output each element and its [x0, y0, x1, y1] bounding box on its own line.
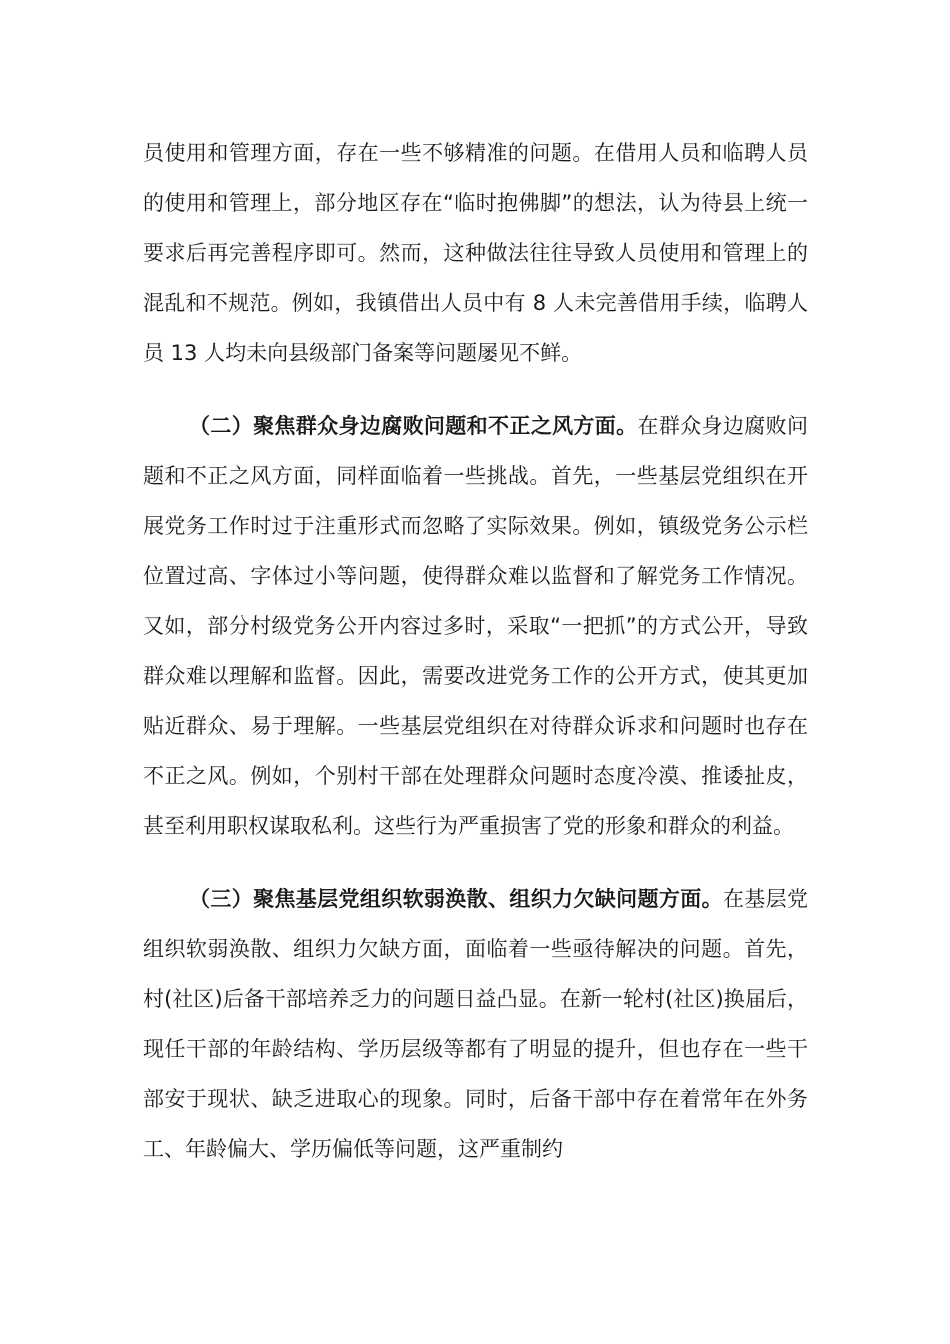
- paragraph-text: 员使用和管理方面，存在一些不够精准的问题。在借用人员和临聘人员的使用和管理上，部分地区存在“临时抱佛脚”的想法，认为待县上统一要求后再完善程序即可。然而，这种做法往往导致人员使用和管理上的混乱和不规范。例如，我镇借出人员中有 8 人未完善借用手续，临聘人员 13 人均未向县级部门备案等问题屡见不鲜。: [143, 141, 808, 365]
- paragraph-section-3: [143, 874, 808, 1174]
- paragraph-section-2: [143, 401, 808, 851]
- paragraph-continuation: [143, 128, 808, 378]
- paragraph-text: 在基层党组织软弱涣散、组织力欠缺方面，面临着一些亟待解决的问题。首先，村(社区)后备干部培养乏力的问题日益凸显。在新一轮村(社区)换届后，现任干部的年龄结构、学历层级等都有了明显的提升，但也存在一些干部安于现状、缺乏进取心的现象。同时，后备干部中存在着常年在外务工、年龄偏大、学历偏低等问题，这严重制约: [143, 887, 809, 1161]
- paragraph-text: 在群众身边腐败问题和不正之风方面，同样面临着一些挑战。首先，一些基层党组织在开展党务工作时过于注重形式而忽略了实际效果。例如，镇级党务公示栏位置过高、字体过小等问题，使得群众难以监督和了解党务工作情况。又如，部分村级党务公开内容过多时，采取“一把抓”的方式公开，导致群众难以理解和监督。因此，需要改进党务工作的公开方式，使其更加贴近群众、易于理解。一些基层党组织在对待群众诉求和问题时也存在不正之风。例如，个别村干部在处理群众问题时态度冷漠、推诿扯皮，甚至利用职权谋取私利。这些行为严重损害了党的形象和群众的利益。: [143, 414, 808, 838]
- document-body: [143, 128, 808, 1197]
- section-heading: （三）聚焦基层党组织软弱涣散、组织力欠缺问题方面。: [189, 887, 723, 911]
- section-heading: （二）聚焦群众身边腐败问题和不正之风方面。: [189, 414, 638, 438]
